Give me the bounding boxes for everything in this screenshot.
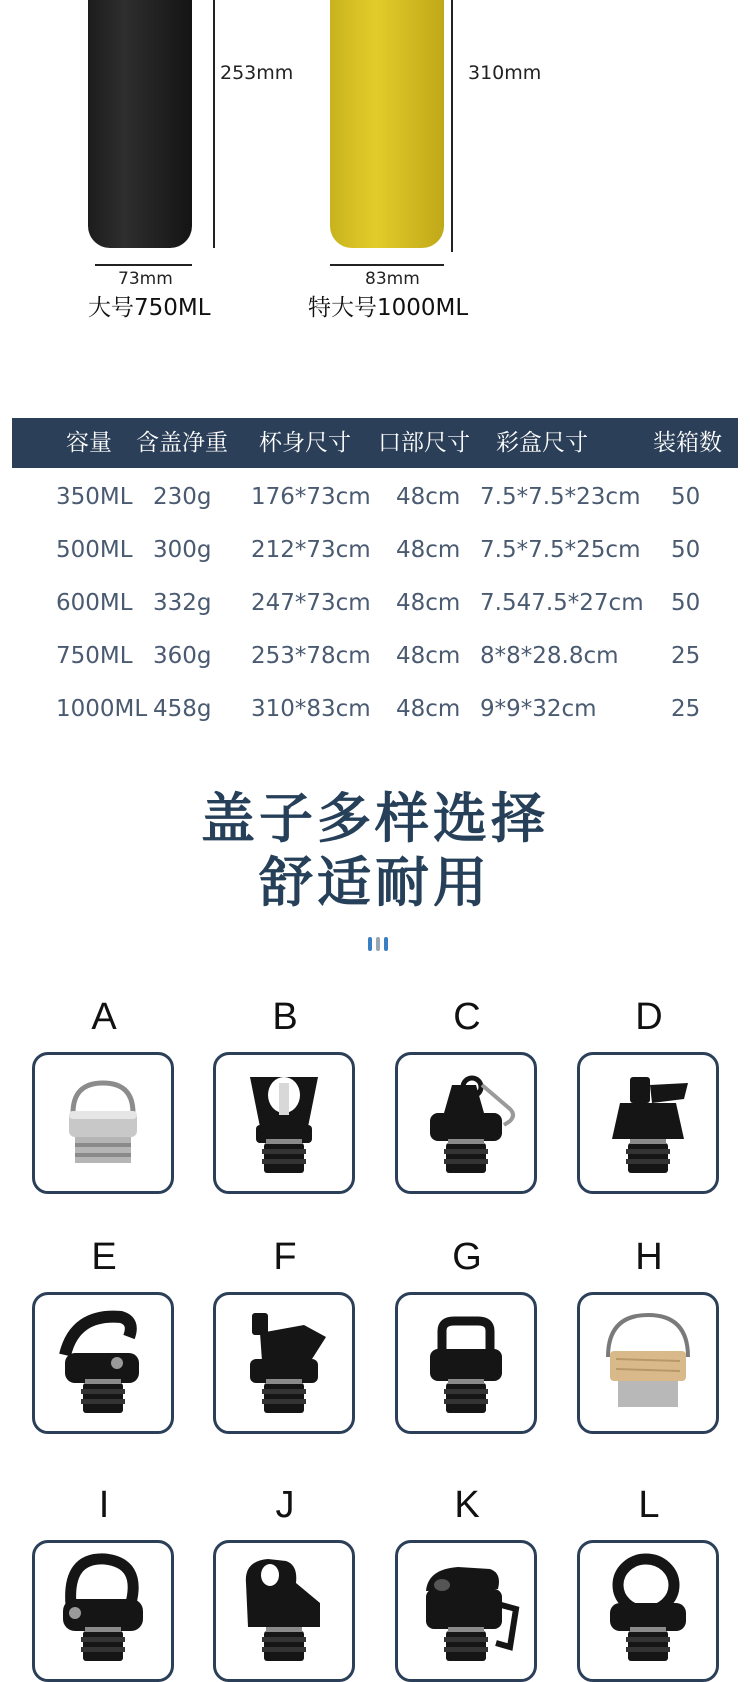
height-line-yellow — [451, 0, 453, 252]
header-weight: 含盖净重 — [136, 430, 228, 456]
lid-letter-e: E — [91, 1236, 117, 1278]
lid-letter-l: L — [638, 1484, 660, 1526]
lid-card-h — [577, 1292, 719, 1434]
table-cell: 500ML — [56, 537, 133, 563]
table-cell: 48cm — [396, 484, 461, 510]
table-cell: 7.547.5*27cm — [480, 590, 644, 616]
lid-card-d — [577, 1052, 719, 1194]
lid-letter-c: C — [453, 996, 481, 1038]
bottle-width-label: 73mm — [118, 269, 173, 289]
bottle-size-label: 特大号1000ML — [308, 295, 469, 321]
section-title-line2: 舒适耐用 — [259, 851, 491, 914]
header-capacity: 容量 — [66, 430, 112, 456]
table-cell: 247*73cm — [251, 590, 371, 616]
dot — [376, 937, 380, 951]
table-cell: 212*73cm — [251, 537, 371, 563]
steel-loop-cap-icon — [35, 1055, 171, 1191]
lid-card-g — [395, 1292, 537, 1434]
lid-letter-g: G — [452, 1236, 482, 1278]
flex-strap-cap-icon — [35, 1295, 171, 1431]
flip-spout-cap-icon — [216, 1295, 352, 1431]
bottle-height-label: 253mm — [220, 62, 294, 84]
lid-letter-d: D — [635, 996, 663, 1038]
lid-card-i — [32, 1540, 174, 1682]
table-cell: 48cm — [396, 643, 461, 669]
lid-card-e — [32, 1292, 174, 1434]
loop-handle-cap-icon — [398, 1295, 534, 1431]
straw-flip-cap-icon — [398, 1543, 534, 1679]
lid-card-a — [32, 1052, 174, 1194]
bottle-yellow-image — [330, 0, 444, 248]
sport-spout-cap-icon — [580, 1055, 716, 1191]
table-cell: 50 — [671, 484, 701, 510]
straw-handle-cap-icon — [216, 1055, 352, 1191]
table-cell: 360g — [153, 643, 212, 669]
dot — [384, 937, 388, 951]
dot — [368, 937, 372, 951]
table-cell: 458g — [153, 696, 212, 722]
table-cell: 25 — [671, 696, 701, 722]
table-cell: 750ML — [56, 643, 133, 669]
table-cell: 350ML — [56, 484, 133, 510]
bamboo-cap-icon — [580, 1295, 716, 1431]
header-mouth-size: 口部尺寸 — [378, 430, 470, 456]
table-cell: 9*9*32cm — [480, 696, 597, 722]
table-cell: 25 — [671, 643, 701, 669]
table-cell: 8*8*28.8cm — [480, 643, 619, 669]
bottle-height-label: 310mm — [468, 62, 542, 84]
table-cell: 48cm — [396, 696, 461, 722]
width-line-yellow — [330, 264, 444, 266]
lid-letter-b: B — [272, 996, 298, 1038]
width-line-black — [95, 264, 192, 266]
table-cell: 7.5*7.5*25cm — [480, 537, 641, 563]
table-cell: 50 — [671, 537, 701, 563]
height-line-black — [213, 0, 215, 248]
decorative-dots — [366, 936, 390, 955]
header-body-size: 杯身尺寸 — [259, 430, 351, 456]
lid-card-l — [577, 1540, 719, 1682]
bottle-width-label: 83mm — [365, 269, 420, 289]
section-title-line1: 盖子多样选择 — [201, 787, 549, 850]
spec-table-header — [12, 418, 738, 468]
lid-letter-f: F — [273, 1236, 297, 1278]
table-cell: 176*73cm — [251, 484, 371, 510]
ring-cap-icon — [580, 1543, 716, 1679]
carabiner-sport-cap-icon — [398, 1055, 534, 1191]
table-cell: 48cm — [396, 537, 461, 563]
chug-cap-icon — [216, 1543, 352, 1679]
bottle-size-label: 大号750ML — [88, 295, 211, 321]
lid-letter-j: J — [275, 1484, 295, 1526]
table-cell: 48cm — [396, 590, 461, 616]
table-cell: 300g — [153, 537, 212, 563]
lid-letter-h: H — [635, 1236, 663, 1278]
table-cell: 600ML — [56, 590, 133, 616]
table-cell: 1000ML — [56, 696, 148, 722]
table-cell: 332g — [153, 590, 212, 616]
flex-loop-cap-icon — [35, 1543, 171, 1679]
table-cell: 50 — [671, 590, 701, 616]
table-cell: 310*83cm — [251, 696, 371, 722]
bottle-black-image — [88, 0, 192, 248]
lid-card-k — [395, 1540, 537, 1682]
table-cell: 230g — [153, 484, 212, 510]
lid-letter-k: K — [454, 1484, 480, 1526]
lid-letter-i: I — [98, 1484, 110, 1526]
lid-card-c — [395, 1052, 537, 1194]
header-carton-qty: 装箱数 — [653, 430, 722, 456]
header-box-size: 彩盒尺寸 — [496, 430, 588, 456]
lid-card-b — [213, 1052, 355, 1194]
table-cell: 253*78cm — [251, 643, 371, 669]
lid-card-f — [213, 1292, 355, 1434]
lid-letter-a: A — [91, 996, 117, 1038]
table-cell: 7.5*7.5*23cm — [480, 484, 641, 510]
lid-card-j — [213, 1540, 355, 1682]
